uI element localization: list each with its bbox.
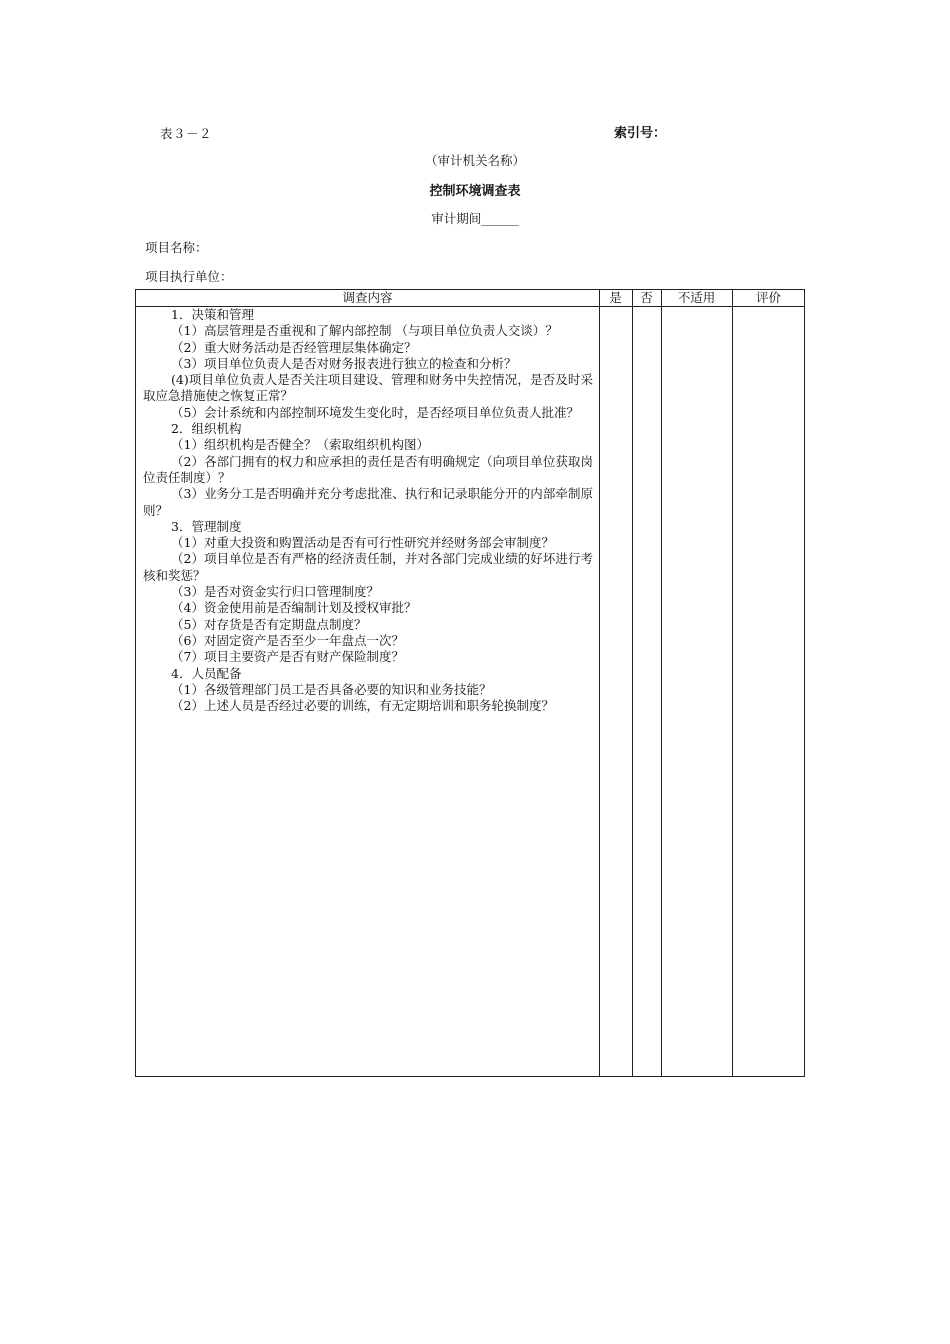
survey-question: （5）对存货是否有定期盘点制度？ [171,616,367,632]
audit-org-name: （审计机关名称） [424,153,525,168]
project-name-label: 项目名称： [145,240,208,255]
column-divider [661,290,662,1076]
column-header-evaluation: 评价 [755,290,781,305]
section-heading: 3．管理制度 [171,518,242,534]
survey-question: （1）组织机构是否健全？（索取组织机构图） [171,437,429,453]
survey-question: （1）对重大投资和购置活动是否有可行性研究并经财务部会审制度？ [171,535,554,551]
survey-table [135,289,805,1077]
audit-period: 审计期间______ [431,211,519,226]
survey-question: （2）各部门拥有的权力和应承担的责任是否有明确规定（向项目单位获取岗位责任制度）？ [143,453,593,485]
column-header-no: 否 [640,290,653,305]
survey-question: (4)项目单位负责人是否关注项目建设、管理和财务中失控情况，是否及时采取应急措施使之恢复正常？ [143,372,593,404]
survey-question: （1）各级管理部门员工是否具备必要的知识和业务技能？ [171,681,492,697]
survey-question: （4）资金使用前是否编制计划及授权审批？ [171,600,417,616]
survey-question: （2）项目单位是否有严格的经济责任制，并对各部门完成业绩的好坏进行考核和奖惩？ [143,551,593,583]
survey-content [143,307,593,714]
survey-question: （2）重大财务活动是否经管理层集体确定？ [171,339,417,355]
table-number: 表３－２ [160,126,213,141]
column-divider [599,290,600,1076]
survey-question: （3）项目单位负责人是否对财务报表进行独立的检查和分析？ [171,355,517,371]
document-title: 控制环境调查表 [429,184,521,199]
survey-question: （2）上述人员是否经过必要的训练，有无定期培训和职务轮换制度？ [171,698,554,714]
survey-question: （6）对固定资产是否至少一年盘点一次？ [171,632,404,648]
column-divider [632,290,633,1076]
index-number-label: 索引号： [614,126,667,141]
section-heading: 2．组织机构 [171,421,242,437]
section-heading: 1．决策和管理 [171,307,254,322]
survey-question: （7）项目主要资产是否有财产保险制度？ [171,649,404,665]
column-header-content: 调查内容 [342,290,393,305]
column-header-not-applicable: 不适用 [677,290,716,305]
section-heading: 4．人员配备 [171,665,242,681]
survey-question: （3）是否对资金实行归口管理制度？ [171,584,379,600]
column-header-yes: 是 [609,290,622,305]
column-divider [732,290,733,1076]
project-unit-label: 项目执行单位： [145,269,233,284]
survey-question: （5）会计系统和内部控制环境发生变化时，是否经项目单位负责人批准？ [171,404,579,420]
survey-question: （1）高层管理是否重视和了解内部控制 （与项目单位负责人交谈）？ [171,323,558,339]
survey-question: （3）业务分工是否明确并充分考虑批准、执行和记录职能分开的内部牵制原则？ [143,486,593,518]
